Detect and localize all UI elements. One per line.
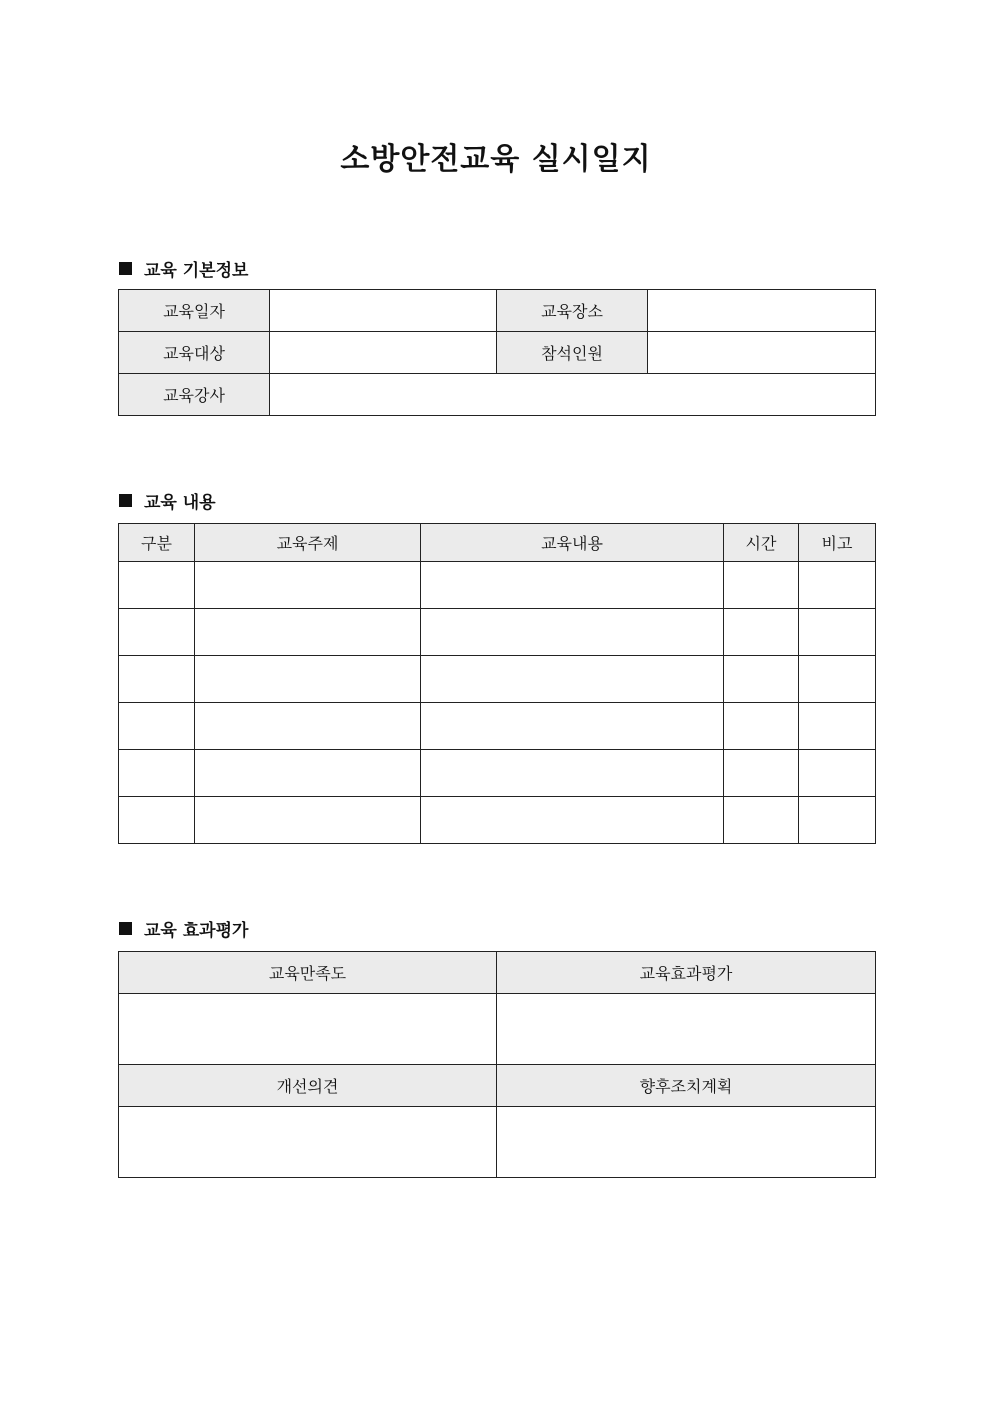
effect-label: 교육효과평가 xyxy=(497,952,876,994)
improvement-field[interactable] xyxy=(119,1107,497,1178)
category-cell[interactable] xyxy=(119,703,195,750)
content-cell[interactable] xyxy=(421,609,724,656)
satisfaction-field[interactable] xyxy=(119,994,497,1065)
section-heading-basic xyxy=(119,256,248,281)
topic-cell[interactable] xyxy=(195,609,421,656)
col-header-category: 구분 xyxy=(119,524,195,562)
section-heading-eval xyxy=(119,916,248,941)
category-cell[interactable] xyxy=(119,609,195,656)
time-cell[interactable] xyxy=(724,656,799,703)
effect-field[interactable] xyxy=(497,994,876,1065)
content-cell[interactable] xyxy=(421,656,724,703)
section-heading-basic-label: 교육 기본정보 xyxy=(144,261,249,281)
category-cell[interactable] xyxy=(119,797,195,844)
date-label: 교육일자 xyxy=(119,290,270,332)
table-row xyxy=(119,1107,876,1178)
note-cell[interactable] xyxy=(799,703,876,750)
content-cell[interactable] xyxy=(421,797,724,844)
table-row xyxy=(119,750,876,797)
note-cell[interactable] xyxy=(799,609,876,656)
square-bullet-icon xyxy=(119,494,132,507)
instructor-label: 교육강사 xyxy=(119,374,270,416)
note-cell[interactable] xyxy=(799,562,876,609)
table-row xyxy=(119,562,876,609)
category-cell[interactable] xyxy=(119,656,195,703)
table-row xyxy=(119,703,876,750)
col-header-content: 교육내용 xyxy=(421,524,724,562)
note-cell[interactable] xyxy=(799,750,876,797)
satisfaction-label: 교육만족도 xyxy=(119,952,497,994)
table-row xyxy=(119,952,876,994)
section-heading-eval-label: 교육 효과평가 xyxy=(144,921,249,941)
col-header-time: 시간 xyxy=(724,524,799,562)
target-label: 교육대상 xyxy=(119,332,270,374)
content-cell[interactable] xyxy=(421,703,724,750)
content-table xyxy=(118,523,876,844)
content-cell[interactable] xyxy=(421,750,724,797)
table-row xyxy=(119,1065,876,1107)
action-field[interactable] xyxy=(497,1107,876,1178)
instructor-field[interactable] xyxy=(270,374,876,416)
col-header-note: 비고 xyxy=(799,524,876,562)
category-cell[interactable] xyxy=(119,562,195,609)
content-header-row xyxy=(119,524,876,562)
note-cell[interactable] xyxy=(799,797,876,844)
topic-cell[interactable] xyxy=(195,750,421,797)
improvement-label: 개선의견 xyxy=(119,1065,497,1107)
topic-cell[interactable] xyxy=(195,797,421,844)
place-field[interactable] xyxy=(648,290,876,332)
attendees-field[interactable] xyxy=(648,332,876,374)
action-label: 향후조치계획 xyxy=(497,1065,876,1107)
date-field[interactable] xyxy=(270,290,497,332)
section-heading-content-label: 교육 내용 xyxy=(144,493,216,513)
content-cell[interactable] xyxy=(421,562,724,609)
square-bullet-icon xyxy=(119,922,132,935)
basic-info-table xyxy=(118,289,876,416)
time-cell[interactable] xyxy=(724,609,799,656)
attendees-label: 참석인원 xyxy=(497,332,648,374)
topic-cell[interactable] xyxy=(195,562,421,609)
table-row xyxy=(119,609,876,656)
target-field[interactable] xyxy=(270,332,497,374)
table-row xyxy=(119,994,876,1065)
table-row xyxy=(119,374,876,416)
table-row xyxy=(119,332,876,374)
topic-cell[interactable] xyxy=(195,703,421,750)
evaluation-table xyxy=(118,951,876,1178)
time-cell[interactable] xyxy=(724,703,799,750)
section-heading-content xyxy=(119,488,216,513)
table-row xyxy=(119,656,876,703)
place-label: 교육장소 xyxy=(497,290,648,332)
note-cell[interactable] xyxy=(799,656,876,703)
col-header-topic: 교육주제 xyxy=(195,524,421,562)
table-row xyxy=(119,290,876,332)
category-cell[interactable] xyxy=(119,750,195,797)
square-bullet-icon xyxy=(119,262,132,275)
topic-cell[interactable] xyxy=(195,656,421,703)
time-cell[interactable] xyxy=(724,562,799,609)
time-cell[interactable] xyxy=(724,750,799,797)
time-cell[interactable] xyxy=(724,797,799,844)
page-title: 소방안전교육 실시일지 xyxy=(340,142,652,177)
table-row xyxy=(119,797,876,844)
